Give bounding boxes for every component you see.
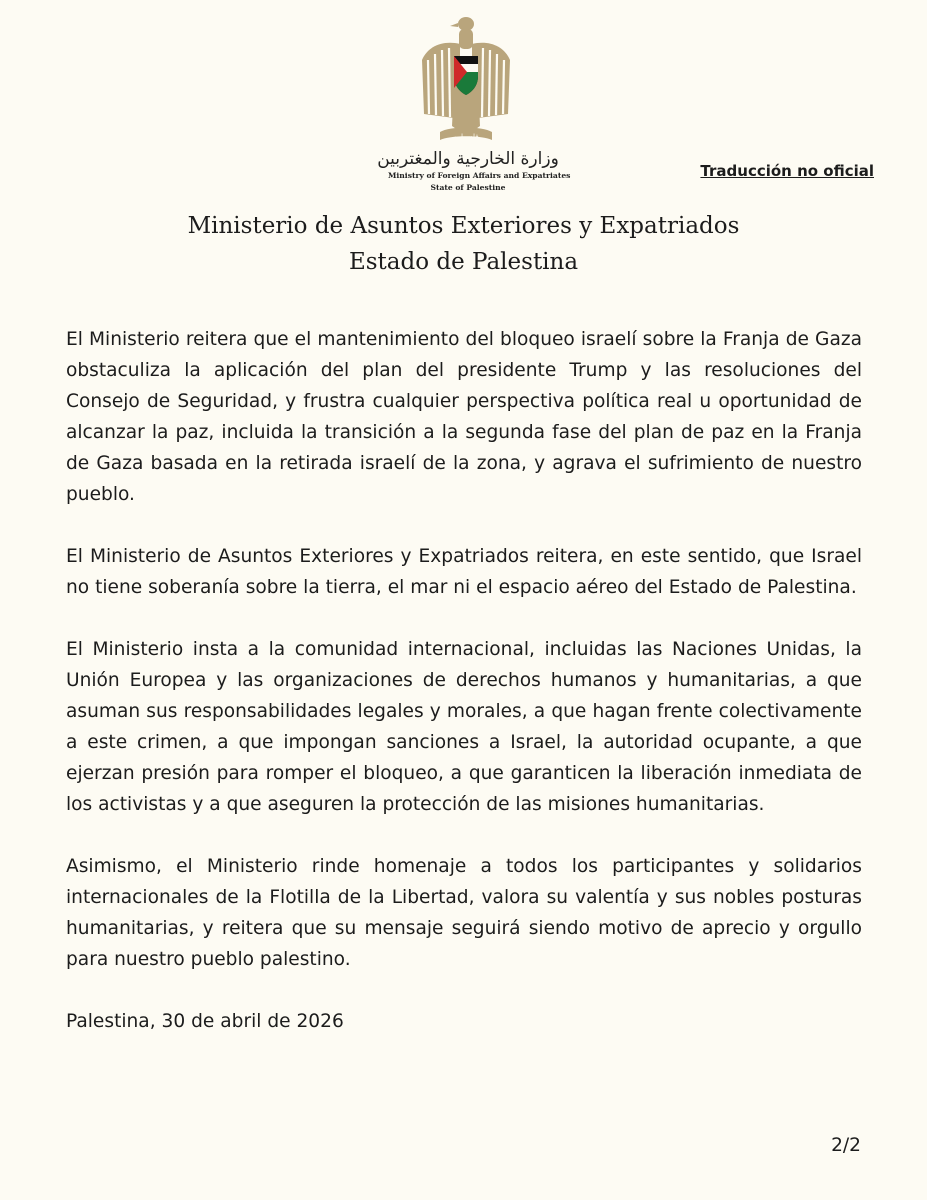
emblem-ministry-name: Ministry of Foreign Affairs and Expatriates	[388, 171, 571, 180]
svg-text:فلسطين: فلسطين	[453, 133, 479, 141]
header-state-title: Estado de Palestina	[348, 249, 579, 275]
paragraph-1: El Ministerio reitera que el mantenimiento del bloqueo israelí sobre la Franja de Gaza obstaculiza la aplicación del plan del presidente Trump y las resoluciones del Consejo de Seguridad, y frustra cualquier perspectiva política real u oportunidad de alcanzar la paz, incluida la transición a la segunda fase del plan de paz en la Franja de Gaza basada en la retirada israelí de la zona, y agrava el sufrimiento de nuestro pueblo.	[66, 329, 862, 505]
signoff-date: Palestina, 30 de abril de 2026	[66, 1011, 344, 1032]
document-body	[66, 324, 862, 1037]
svg-text:وزارة الخارجية والمغتربين: وزارة الخارجية والمغتربين	[377, 149, 559, 169]
emblem-state-name: State of Palestine	[430, 183, 506, 192]
paragraph-4: Asimismo, el Ministerio rinde homenaje a todos los participantes y solidarios internacionales de la Flotilla de la Libertad, valora su valentía y sus nobles posturas humanitarias, y reitera que su mensaje seguirá siendo motivo de aprecio y orgullo para nuestro pueblo palestino.	[66, 856, 862, 970]
page-number: 2/2	[831, 1135, 861, 1156]
paragraph-3: El Ministerio insta a la comunidad internacional, incluidas las Naciones Unidas, la Unión Europea y las organizaciones de derechos humanos y humanitarias, a que asuman sus responsabilidades legales y morales, a que hagan frente colectivamente a este crimen, a que impongan sanciones a Israel, la autoridad ocupante, a que ejerzan presión para romper el bloqueo, a que garanticen la liberación inmediata de los activistas y a que aseguren la protección de las misiones humanitarias.	[66, 639, 862, 815]
document-header	[0, 208, 927, 280]
ministry-emblem	[377, 14, 571, 196]
unofficial-translation-label: Traducción no oficial	[700, 162, 874, 180]
eagle-emblem-icon	[377, 14, 559, 169]
paragraph-2: El Ministerio de Asuntos Exteriores y Expatriados reitera, en este sentido, que Israel no tiene soberanía sobre la tierra, el mar ni el espacio aéreo del Estado de Palestina.	[66, 546, 862, 598]
header-ministry-title: Ministerio de Asuntos Exteriores y Expatriados	[187, 213, 740, 239]
